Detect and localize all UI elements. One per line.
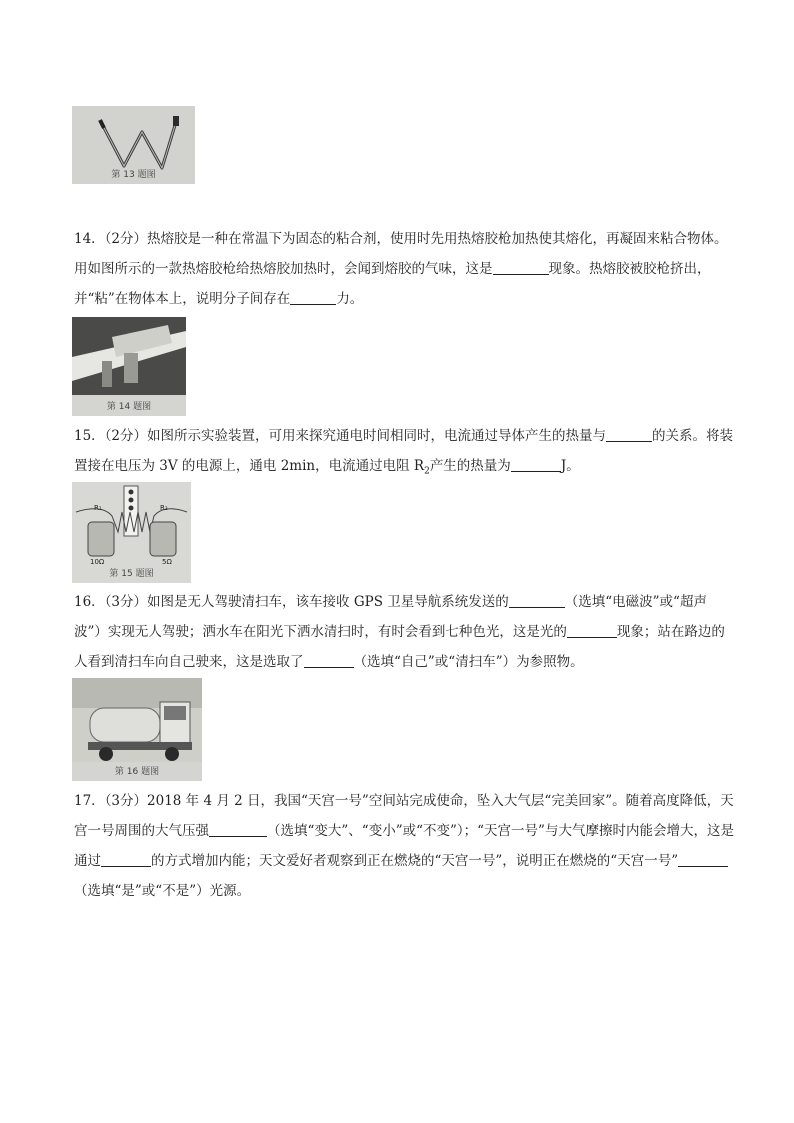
left-resistance-value: 10Ω [90,558,105,566]
figure-14-caption: 第 14 题图 [106,402,152,412]
question-text: 现象。热熔胶被胶枪挤出，并“粘”在物体本上，说明分子间存在 [74,261,711,307]
figure-13-caption: 第 13 题图 [111,170,156,180]
answer-blank[interactable] [567,621,617,638]
question-text: 如图是无人驾驶清扫车，该车接收 GPS 卫星导航系统发送的 [147,594,509,610]
question-number: 15． [74,428,105,444]
answer-blank[interactable] [101,850,151,867]
answer-blank[interactable] [290,288,336,305]
question-score: （2分） [104,428,148,444]
question-text: （选填“电磁波”或“超声波”）实现无人驾驶；洒水车在阳光下洒水清扫时，有时会看到七种色光，这是光的 [74,594,707,640]
right-resistance-value: 5Ω [162,558,172,566]
question-16 [74,587,734,677]
question-17 [74,786,734,906]
answer-blank[interactable] [493,258,549,275]
question-score: （3分） [104,594,148,610]
subscript: 2 [424,466,430,477]
question-15 [74,421,734,487]
resistor-r2-label: R₂ [160,504,168,512]
figure-15-photo [72,482,191,583]
resistor-r1-label: R₁ [94,504,102,512]
question-text: （选填“变大”、“变小”或“不变”）；“天宫一号”与大气摩擦时内能会增大，这是通过 [74,823,734,869]
question-14 [74,224,734,314]
question-number: 14． [74,231,105,247]
answer-blank[interactable] [511,455,561,472]
question-text: 热熔胶是一种在常温下为固态的粘合剂，使用时先用热熔胶枪加热使其熔化，再凝固来粘合物体。用如图所示的一款热熔胶枪给热熔胶加热时，会闻到熔胶的气味，这是 [74,231,728,277]
answer-blank[interactable] [209,820,267,837]
question-score: （3分） [104,793,148,809]
question-score: （2分） [104,231,148,247]
figure-15-caption: 第 15 题图 [109,569,154,579]
figure-16-caption: 第 16 题图 [114,767,160,777]
question-text: 2018 年 4 月 2 日，我国“天宫一号”空间站完成使命，坠入大气层“完美回家”。随着高度降低，天宫一号周围的大气压强 [74,793,734,839]
question-text: 如图所示实验装置，可用来探究通电时间相同时，电流通过导体产生的热量与 [147,428,607,444]
question-text: 现象；站在路边的人看到清扫车向自己驶来，这是选取了 [74,624,725,670]
figure-16-photo [72,678,202,781]
question-text: 的方式增加内能；天文爱好者观察到正在燃烧的“天宫一号”，说明正在燃烧的“天宫一号” [151,853,679,869]
figure-14-photo [72,317,186,416]
question-text: J。 [560,458,580,474]
question-number: 16． [74,594,105,610]
answer-blank[interactable] [509,591,565,608]
question-text: 力。 [336,291,364,307]
question-text: 产生的热量为 [429,458,511,474]
answer-blank[interactable] [678,850,728,867]
question-number: 17． [74,793,105,809]
answer-blank[interactable] [304,651,354,668]
question-text: 的关系。将装置接在电压为 3V 的电源上，通电 2min，电流通过电阻 R [74,428,734,474]
question-text: （选填“是”或“不是”）光源。 [74,883,251,899]
figure-13-photo [72,106,195,184]
answer-blank[interactable] [606,425,652,442]
question-text: （选填“自己”或“清扫车”）为参照物。 [353,654,584,670]
